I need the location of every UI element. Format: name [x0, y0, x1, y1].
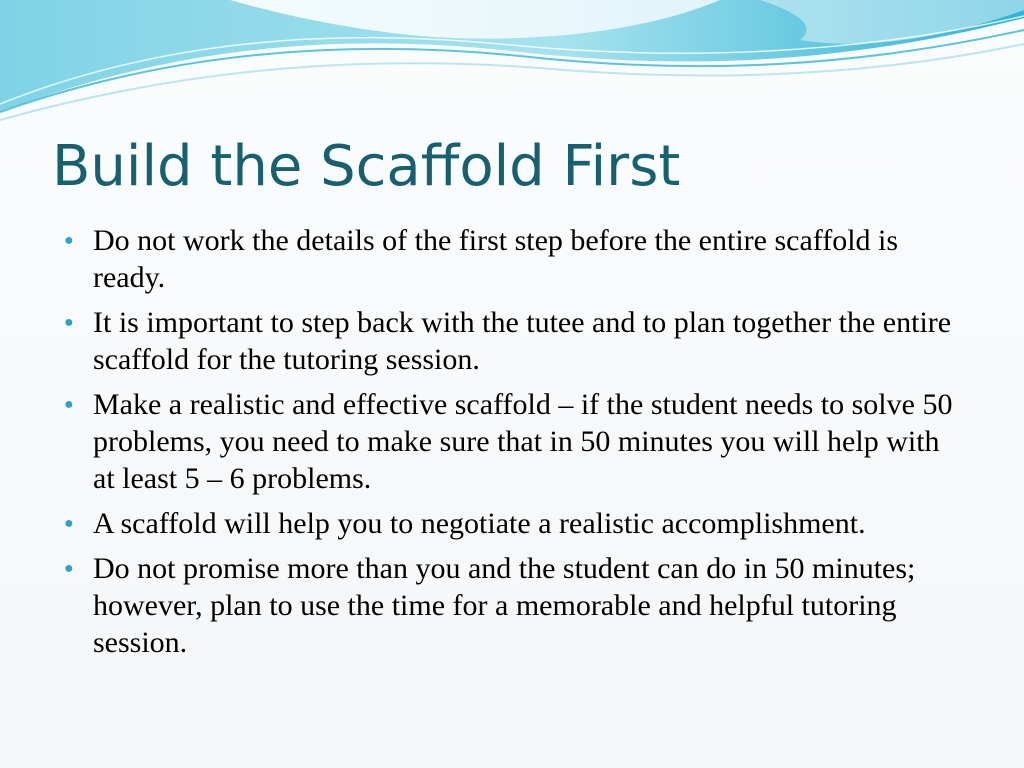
bullet-item [60, 550, 960, 661]
slide-title: Build the Scaffold First [52, 134, 681, 199]
bullet-item [60, 304, 960, 378]
bullet-item [60, 386, 960, 497]
bullet-text: Make a realistic and effective scaffold – if the student needs to solve 50 problems, you need to make sure that in 50 minutes you will help with at least 5 – 6 problems. [93, 388, 953, 495]
bullet-item [60, 505, 960, 542]
circle-bullet-icon: ● [64, 314, 74, 331]
circle-bullet-icon: ● [64, 396, 74, 413]
bullet-text: Do not promise more than you and the student can do in 50 minutes; however, plan to use the time for a memorable and helpful tutoring session. [93, 552, 916, 659]
bullet-text: It is important to step back with the tutee and to plan together the entire scaffold for the tutoring session. [93, 306, 952, 376]
bullet-text: A scaffold will help you to negotiate a realistic accomplishment. [93, 507, 866, 540]
bullet-item [60, 222, 960, 296]
circle-bullet-icon: ● [64, 515, 74, 532]
wave-header-decoration [0, 0, 1024, 130]
circle-bullet-icon: ● [64, 232, 74, 249]
bullet-list [60, 222, 960, 669]
bullet-text: Do not work the details of the first step before the entire scaffold is ready. [93, 224, 899, 294]
circle-bullet-icon: ● [64, 560, 74, 577]
